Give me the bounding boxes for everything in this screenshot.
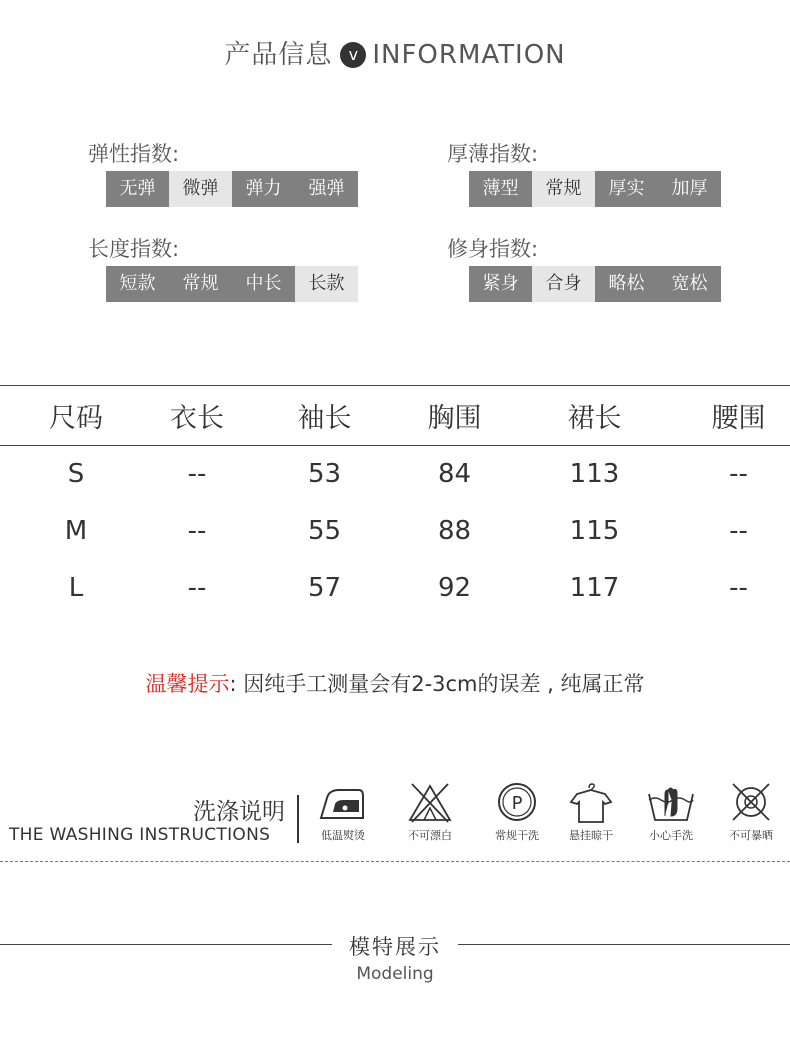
table-row <box>0 560 790 617</box>
column-header: 衣长 <box>152 386 242 446</box>
fit-option: 略松 <box>608 273 645 294</box>
table-cell: -- <box>729 516 748 546</box>
column-header: 袖长 <box>242 386 407 446</box>
table-cell: -- <box>187 516 207 546</box>
fit-option: 紧身 <box>482 273 519 294</box>
length-option: 中长 <box>245 273 282 294</box>
table-cell: 88 <box>437 516 472 546</box>
elasticity-scale <box>106 171 358 207</box>
table-cell: 53 <box>307 459 342 490</box>
thickness-scale <box>469 171 721 207</box>
wash-icon-label: 悬挂晾干 <box>569 829 613 842</box>
section-header <box>0 34 790 71</box>
fit-title: 修身指数: <box>447 237 539 261</box>
table-cell: 113 <box>569 459 620 490</box>
washing-title-en: THE WASHING INSTRUCTIONS <box>9 825 271 845</box>
thickness-option: 加厚 <box>671 178 708 199</box>
length-option-selected: 长款 <box>295 266 358 302</box>
chevron-down-icon: v <box>340 42 366 68</box>
table-cell: 117 <box>569 573 620 603</box>
hang-dry-icon <box>556 780 626 843</box>
table-cell: 115 <box>569 516 620 546</box>
thickness-title: 厚薄指数: <box>447 142 539 166</box>
table-cell: S <box>67 459 85 490</box>
length-option: 短款 <box>119 273 156 294</box>
length-title: 长度指数: <box>88 237 180 261</box>
fit-option: 宽松 <box>671 273 708 294</box>
dry-clean-icon <box>482 780 552 843</box>
elasticity-option: 无弹 <box>119 178 156 199</box>
wash-icon-label: 低温熨烫 <box>321 829 365 842</box>
modeling-title-zh: 模特展示 <box>349 935 441 959</box>
table-row <box>0 446 790 503</box>
table-cell: 84 <box>437 459 472 490</box>
table-cell: L <box>68 573 84 603</box>
hand-wash-icon <box>636 780 706 843</box>
thickness-option-selected: 常规 <box>532 171 595 207</box>
dashed-divider <box>0 861 790 862</box>
washing-title-zh: 洗涤说明 <box>193 799 285 825</box>
table-cell: 57 <box>307 573 342 603</box>
iron-low-icon <box>308 780 378 843</box>
column-header: 尺码 <box>0 386 152 446</box>
length-option: 常规 <box>182 273 219 294</box>
divider <box>297 795 299 843</box>
wash-icon-label: 小心手洗 <box>649 829 693 842</box>
wash-icon-label: 不可漂白 <box>408 829 452 842</box>
table-cell: M <box>64 516 88 546</box>
column-header: 胸围 <box>407 386 502 446</box>
elasticity-title: 弹性指数: <box>88 142 180 166</box>
elasticity-option-selected: 微弹 <box>169 171 232 207</box>
dry-clean-symbol: P <box>511 793 523 814</box>
table-cell: -- <box>187 459 207 490</box>
column-header: 腰围 <box>687 386 790 446</box>
thickness-option: 厚实 <box>608 178 645 199</box>
size-table-header <box>0 386 790 446</box>
no-sun-dry-icon <box>716 780 786 843</box>
length-scale <box>106 266 358 302</box>
table-cell: 55 <box>307 516 342 546</box>
fit-scale <box>469 266 721 302</box>
measurement-tip <box>0 668 790 698</box>
tip-label: 温馨提示 <box>145 672 230 696</box>
no-bleach-icon <box>395 780 465 843</box>
header-title-zh: 产品信息 <box>224 40 333 70</box>
table-cell: -- <box>729 459 748 490</box>
header-title-en: INFORMATION <box>372 40 566 70</box>
table-cell: -- <box>729 573 748 603</box>
thickness-option: 薄型 <box>482 178 519 199</box>
table-cell: 92 <box>437 573 472 603</box>
wash-icon-label: 不可暴晒 <box>729 829 773 842</box>
elasticity-option: 强弹 <box>308 178 345 199</box>
elasticity-option: 弹力 <box>245 178 282 199</box>
table-row <box>0 503 790 560</box>
tip-text: : 因纯手工测量会有2-3cm的误差 , 纯属正常 <box>229 672 645 696</box>
table-cell: -- <box>187 573 207 603</box>
column-header: 裙长 <box>502 386 687 446</box>
wash-icon-label: 常规干洗 <box>495 829 539 842</box>
modeling-title-en: Modeling <box>356 964 434 984</box>
size-table <box>0 385 790 617</box>
fit-option-selected: 合身 <box>532 266 595 302</box>
